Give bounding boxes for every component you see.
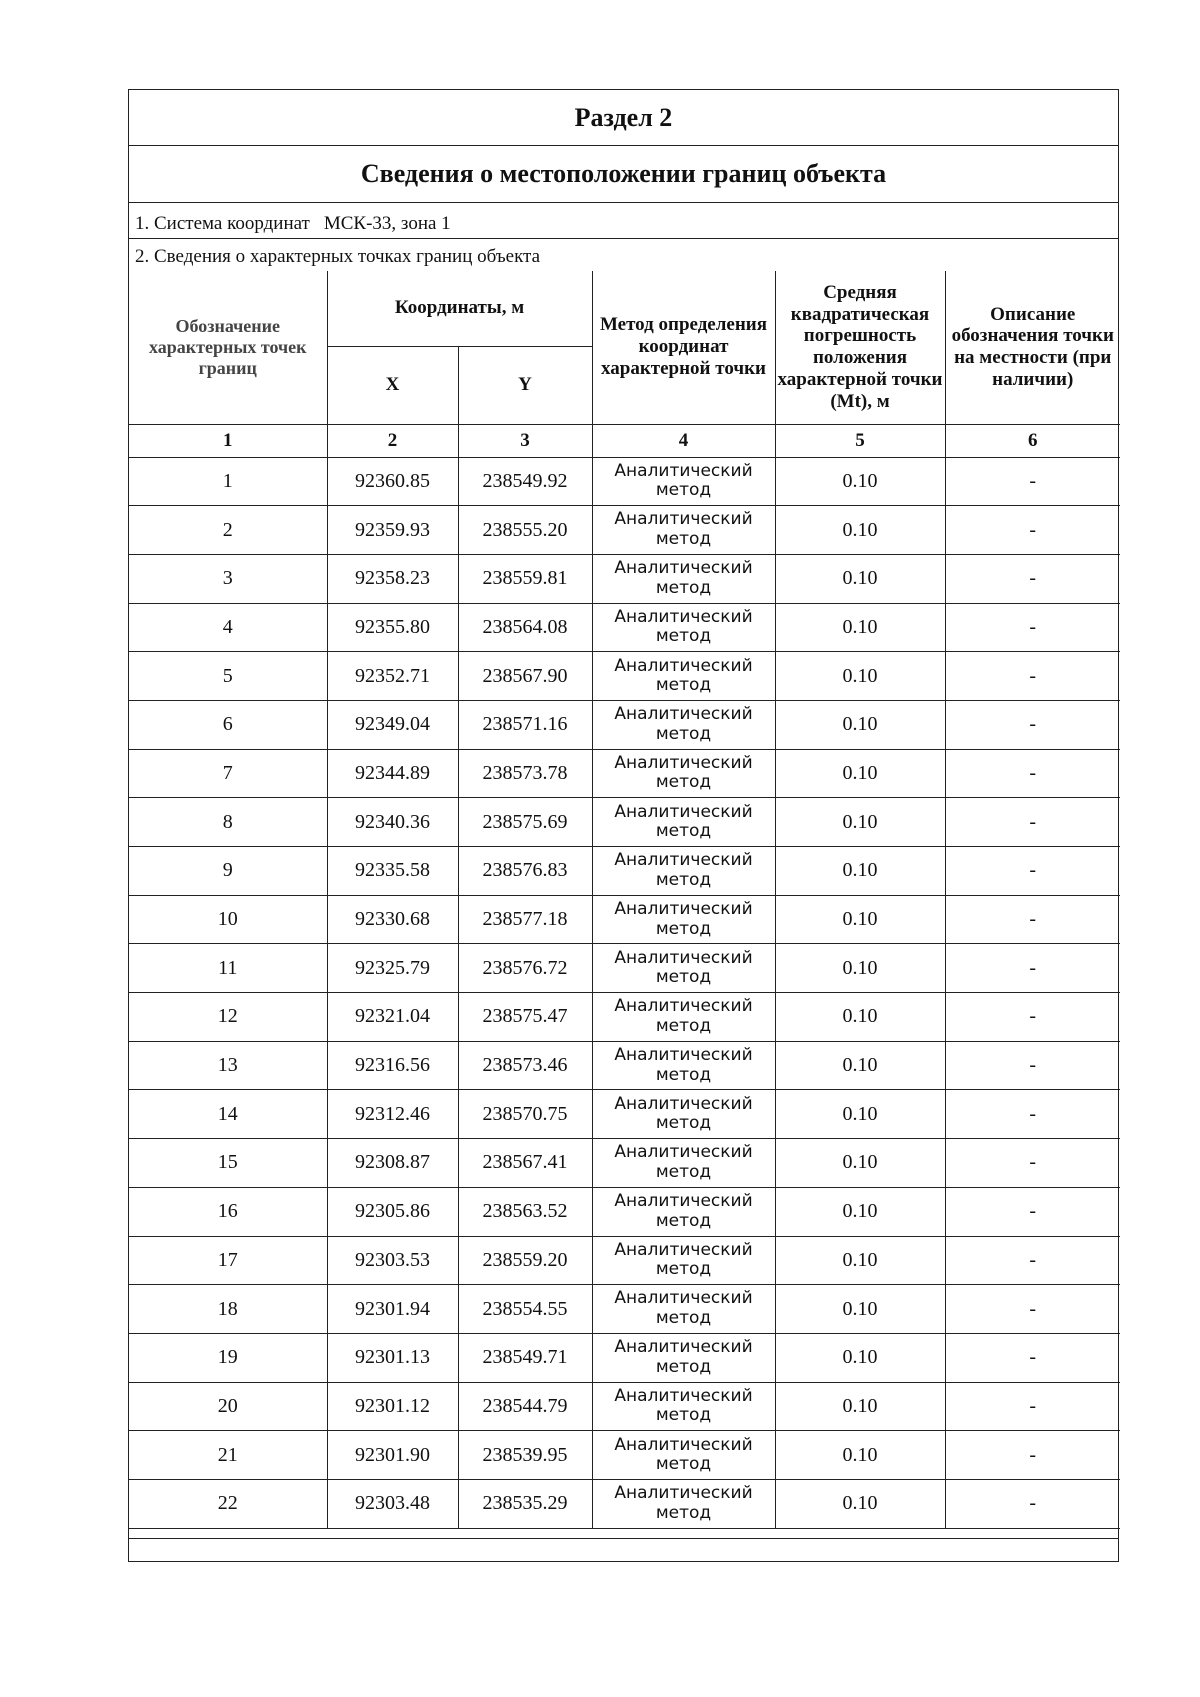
y-coordinate-cell: 238577.18	[458, 895, 592, 944]
header-description: Описание обозначения точки на местности (при наличии)	[945, 271, 1120, 424]
table-row	[129, 847, 1120, 896]
table-row	[129, 1431, 1120, 1480]
y-coordinate-cell: 238554.55	[458, 1285, 592, 1334]
x-coordinate-cell: 92301.12	[327, 1382, 458, 1431]
table-row	[129, 1382, 1120, 1431]
table-row	[129, 506, 1120, 555]
description-cell: -	[945, 1236, 1120, 1285]
method-cell: Аналитический метод	[592, 1479, 775, 1528]
description-cell: -	[945, 993, 1120, 1042]
x-coordinate-cell: 92358.23	[327, 554, 458, 603]
description-cell: -	[945, 457, 1120, 506]
x-coordinate-cell: 92344.89	[327, 749, 458, 798]
table-row	[129, 798, 1120, 847]
mt-error-cell: 0.10	[775, 652, 945, 701]
y-coordinate-cell: 238539.95	[458, 1431, 592, 1480]
mt-error-cell: 0.10	[775, 603, 945, 652]
boundary-points-table	[129, 271, 1120, 1529]
description-cell: -	[945, 1041, 1120, 1090]
description-cell: -	[945, 652, 1120, 701]
x-coordinate-cell: 92352.71	[327, 652, 458, 701]
y-coordinate-cell: 238567.90	[458, 652, 592, 701]
table-row	[129, 554, 1120, 603]
y-coordinate-cell: 238544.79	[458, 1382, 592, 1431]
method-cell: Аналитический метод	[592, 895, 775, 944]
description-cell: -	[945, 603, 1120, 652]
y-coordinate-cell: 238559.81	[458, 554, 592, 603]
mt-error-cell: 0.10	[775, 1333, 945, 1382]
table-row	[129, 700, 1120, 749]
table-row	[129, 1090, 1120, 1139]
x-coordinate-cell: 92321.04	[327, 993, 458, 1042]
method-cell: Аналитический метод	[592, 652, 775, 701]
method-cell: Аналитический метод	[592, 1382, 775, 1431]
column-number: 4	[592, 424, 775, 457]
description-cell: -	[945, 1090, 1120, 1139]
method-cell: Аналитический метод	[592, 457, 775, 506]
point-id-cell: 15	[129, 1139, 327, 1188]
method-cell: Аналитический метод	[592, 993, 775, 1042]
point-id-cell: 9	[129, 847, 327, 896]
table-row	[129, 1041, 1120, 1090]
point-id-cell: 10	[129, 895, 327, 944]
x-coordinate-cell: 92340.36	[327, 798, 458, 847]
point-id-cell: 19	[129, 1333, 327, 1382]
point-id-cell: 17	[129, 1236, 327, 1285]
x-coordinate-cell: 92349.04	[327, 700, 458, 749]
point-id-cell: 1	[129, 457, 327, 506]
description-cell: -	[945, 1285, 1120, 1334]
method-cell: Аналитический метод	[592, 1236, 775, 1285]
table-empty-footer-row	[129, 1538, 1118, 1561]
y-coordinate-cell: 238563.52	[458, 1187, 592, 1236]
mt-error-cell: 0.10	[775, 1479, 945, 1528]
section-title: Раздел 2	[129, 90, 1118, 146]
mt-error-cell: 0.10	[775, 1431, 945, 1480]
x-coordinate-cell: 92316.56	[327, 1041, 458, 1090]
x-coordinate-cell: 92355.80	[327, 603, 458, 652]
column-number: 6	[945, 424, 1120, 457]
description-cell: -	[945, 700, 1120, 749]
description-cell: -	[945, 1431, 1120, 1480]
table-row	[129, 652, 1120, 701]
y-coordinate-cell: 238535.29	[458, 1479, 592, 1528]
table-row	[129, 457, 1120, 506]
header-error: Средняя квадратическая погрешность положения характерной точки (Mt), м	[775, 271, 945, 424]
mt-error-cell: 0.10	[775, 554, 945, 603]
column-number: 5	[775, 424, 945, 457]
table-row	[129, 603, 1120, 652]
method-cell: Аналитический метод	[592, 1431, 775, 1480]
section-subtitle: Сведения о местоположении границ объекта	[129, 146, 1118, 203]
y-coordinate-cell: 238576.83	[458, 847, 592, 896]
coordinate-system-value: МСК-33, зона 1	[323, 213, 451, 234]
point-id-cell: 11	[129, 944, 327, 993]
x-coordinate-cell: 92325.79	[327, 944, 458, 993]
point-id-cell: 21	[129, 1431, 327, 1480]
y-coordinate-cell: 238575.47	[458, 993, 592, 1042]
table-row	[129, 1479, 1120, 1528]
point-id-cell: 13	[129, 1041, 327, 1090]
point-id-cell: 4	[129, 603, 327, 652]
x-coordinate-cell: 92301.94	[327, 1285, 458, 1334]
x-coordinate-cell: 92301.90	[327, 1431, 458, 1480]
y-coordinate-cell: 238549.71	[458, 1333, 592, 1382]
table-row	[129, 1139, 1120, 1188]
x-coordinate-cell: 92301.13	[327, 1333, 458, 1382]
point-id-cell: 2	[129, 506, 327, 555]
table-row	[129, 895, 1120, 944]
point-id-cell: 6	[129, 700, 327, 749]
y-coordinate-cell: 238559.20	[458, 1236, 592, 1285]
point-id-cell: 22	[129, 1479, 327, 1528]
x-coordinate-cell: 92303.53	[327, 1236, 458, 1285]
mt-error-cell: 0.10	[775, 895, 945, 944]
table-row	[129, 944, 1120, 993]
mt-error-cell: 0.10	[775, 457, 945, 506]
method-cell: Аналитический метод	[592, 603, 775, 652]
table-row	[129, 993, 1120, 1042]
mt-error-cell: 0.10	[775, 1041, 945, 1090]
table-row	[129, 749, 1120, 798]
table-row	[129, 1236, 1120, 1285]
y-coordinate-cell: 238573.78	[458, 749, 592, 798]
point-id-cell: 5	[129, 652, 327, 701]
coordinate-system-label: 1. Система координат	[135, 213, 310, 234]
method-cell: Аналитический метод	[592, 1285, 775, 1334]
method-cell: Аналитический метод	[592, 506, 775, 555]
y-coordinate-cell: 238573.46	[458, 1041, 592, 1090]
coordinate-system-line	[129, 203, 1118, 239]
y-coordinate-cell: 238570.75	[458, 1090, 592, 1139]
point-id-cell: 7	[129, 749, 327, 798]
description-cell: -	[945, 944, 1120, 993]
method-cell: Аналитический метод	[592, 700, 775, 749]
mt-error-cell: 0.10	[775, 1236, 945, 1285]
column-number-row	[129, 424, 1120, 457]
method-cell: Аналитический метод	[592, 554, 775, 603]
description-cell: -	[945, 554, 1120, 603]
mt-error-cell: 0.10	[775, 1382, 945, 1431]
x-coordinate-cell: 92359.93	[327, 506, 458, 555]
description-cell: -	[945, 1187, 1120, 1236]
x-coordinate-cell: 92312.46	[327, 1090, 458, 1139]
x-coordinate-cell: 92335.58	[327, 847, 458, 896]
method-cell: Аналитический метод	[592, 749, 775, 798]
method-cell: Аналитический метод	[592, 847, 775, 896]
y-coordinate-cell: 238564.08	[458, 603, 592, 652]
mt-error-cell: 0.10	[775, 700, 945, 749]
header-designation: Обозначение характерных точек границ	[129, 271, 327, 424]
description-cell: -	[945, 798, 1120, 847]
y-coordinate-cell: 238575.69	[458, 798, 592, 847]
y-coordinate-cell: 238576.72	[458, 944, 592, 993]
description-cell: -	[945, 1382, 1120, 1431]
mt-error-cell: 0.10	[775, 1187, 945, 1236]
mt-error-cell: 0.10	[775, 1139, 945, 1188]
points-table-body	[129, 457, 1120, 1528]
description-cell: -	[945, 1479, 1120, 1528]
method-cell: Аналитический метод	[592, 1041, 775, 1090]
y-coordinate-cell: 238549.92	[458, 457, 592, 506]
y-coordinate-cell: 238555.20	[458, 506, 592, 555]
description-cell: -	[945, 506, 1120, 555]
method-cell: Аналитический метод	[592, 1333, 775, 1382]
mt-error-cell: 0.10	[775, 749, 945, 798]
mt-error-cell: 0.10	[775, 1285, 945, 1334]
mt-error-cell: 0.10	[775, 798, 945, 847]
point-id-cell: 8	[129, 798, 327, 847]
points-heading: 2. Сведения о характерных точках границ объекта	[135, 246, 541, 267]
point-id-cell: 12	[129, 993, 327, 1042]
method-cell: Аналитический метод	[592, 1090, 775, 1139]
point-id-cell: 18	[129, 1285, 327, 1334]
point-id-cell: 3	[129, 554, 327, 603]
y-coordinate-cell: 238571.16	[458, 700, 592, 749]
y-coordinate-cell: 238567.41	[458, 1139, 592, 1188]
description-cell: -	[945, 847, 1120, 896]
method-cell: Аналитический метод	[592, 1139, 775, 1188]
mt-error-cell: 0.10	[775, 993, 945, 1042]
point-id-cell: 16	[129, 1187, 327, 1236]
mt-error-cell: 0.10	[775, 847, 945, 896]
column-number: 1	[129, 424, 327, 457]
point-id-cell: 14	[129, 1090, 327, 1139]
x-coordinate-cell: 92360.85	[327, 457, 458, 506]
mt-error-cell: 0.10	[775, 506, 945, 555]
table-row	[129, 1285, 1120, 1334]
column-number: 2	[327, 424, 458, 457]
method-cell: Аналитический метод	[592, 1187, 775, 1236]
mt-error-cell: 0.10	[775, 1090, 945, 1139]
description-cell: -	[945, 895, 1120, 944]
description-cell: -	[945, 749, 1120, 798]
header-method: Метод определения координат характерной точки	[592, 271, 775, 424]
x-coordinate-cell: 92308.87	[327, 1139, 458, 1188]
header-x: X	[327, 346, 458, 424]
x-coordinate-cell: 92330.68	[327, 895, 458, 944]
header-coordinates: Координаты, м	[327, 271, 592, 346]
table-row	[129, 1333, 1120, 1382]
header-y: Y	[458, 346, 592, 424]
document-sheet	[128, 89, 1119, 1562]
x-coordinate-cell: 92303.48	[327, 1479, 458, 1528]
description-cell: -	[945, 1333, 1120, 1382]
table-row	[129, 1187, 1120, 1236]
column-number: 3	[458, 424, 592, 457]
x-coordinate-cell: 92305.86	[327, 1187, 458, 1236]
description-cell: -	[945, 1139, 1120, 1188]
point-id-cell: 20	[129, 1382, 327, 1431]
method-cell: Аналитический метод	[592, 798, 775, 847]
mt-error-cell: 0.10	[775, 944, 945, 993]
method-cell: Аналитический метод	[592, 944, 775, 993]
